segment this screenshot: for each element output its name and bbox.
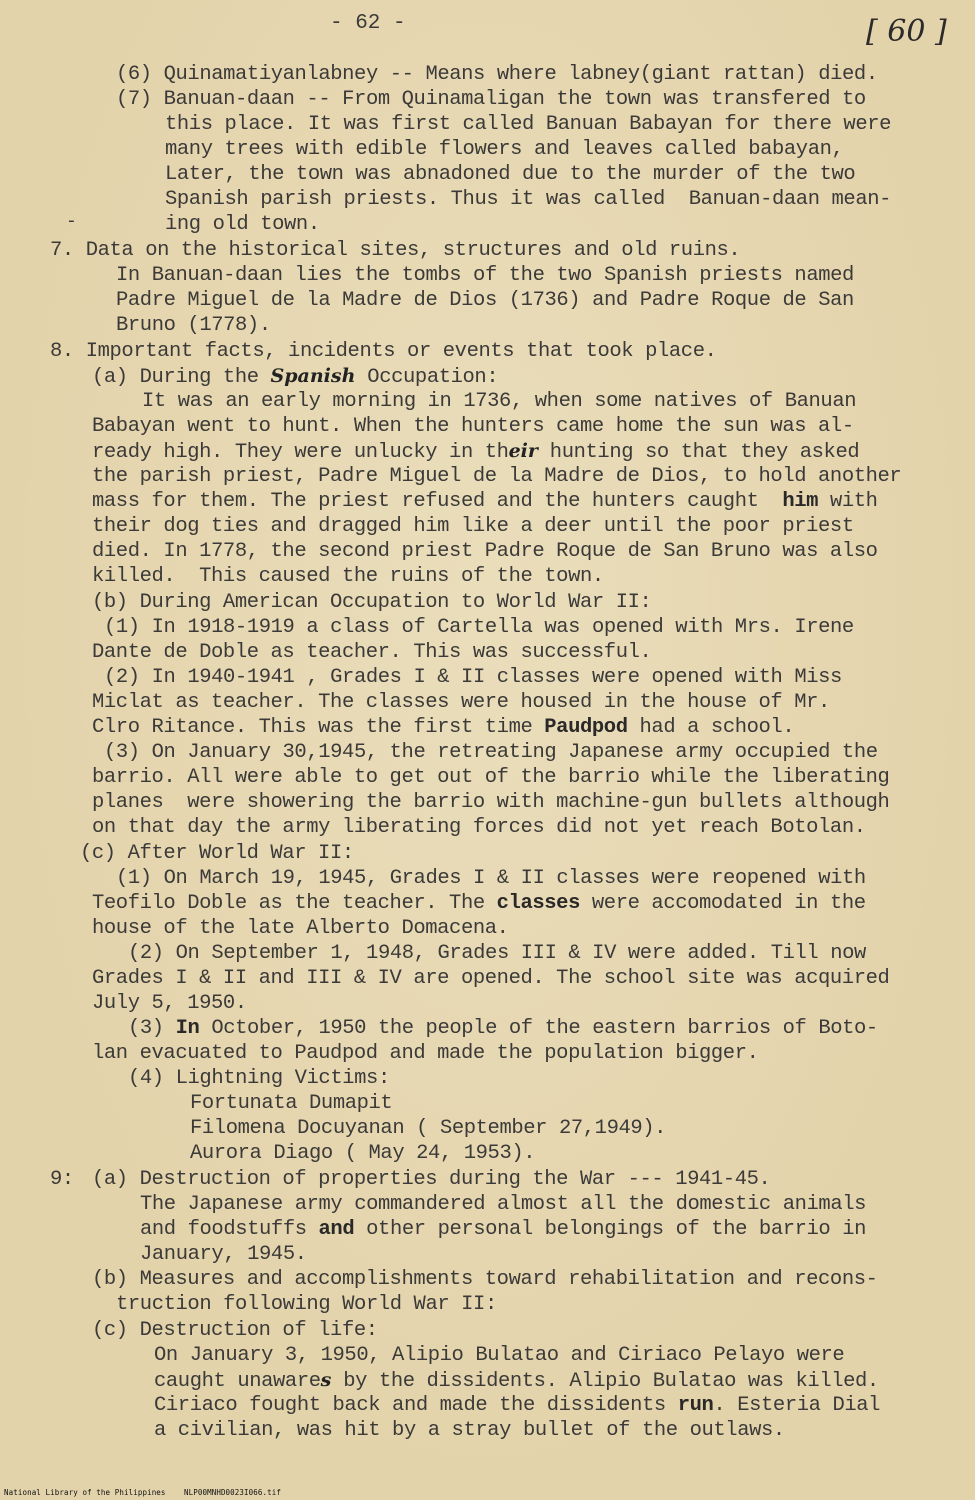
paragraph-line: (3) In October, 1950 the people of the eastern barrios of Boto- xyxy=(128,1017,878,1040)
item-7-line: ing old town. xyxy=(165,213,320,236)
paragraph-line: Clro Ritance. This was the first time Paudpod had a school. xyxy=(92,716,795,739)
paragraph-line: and foodstuffs and other personal belongings of the barrio in xyxy=(140,1218,867,1241)
paragraph-line: planes were showering the barrio with machine-gun bullets although xyxy=(92,791,890,814)
overtyped-word: classes xyxy=(496,892,580,915)
footer-source: National Library of the Philippines xyxy=(4,1488,166,1497)
paragraph-line: house of the late Alberto Domacena. xyxy=(92,917,509,940)
paragraph-line: killed. This caused the ruins of the town. xyxy=(92,565,604,588)
paragraph-line: It was an early morning in 1736, when some natives of Banuan xyxy=(142,390,857,413)
overtyped-word: and xyxy=(318,1218,355,1241)
overtyped-word: Paudpod xyxy=(544,716,628,739)
item-7-line: Later, the town was abnadoned due to the murder of the two xyxy=(165,163,856,186)
paragraph-line: (1) In 1918-1919 a class of Cartella was opened with Mrs. Irene xyxy=(104,616,854,639)
paragraph-line: barrio. All were able to get out of the barrio while the liberating xyxy=(92,766,890,789)
paragraph-line: truction following World War II: xyxy=(116,1293,497,1316)
victim-name: Aurora Diago ( May 24, 1953). xyxy=(190,1142,536,1165)
paragraph-line: ready high. They were unlucky in their hunting so that they asked xyxy=(92,440,860,464)
victim-name: Fortunata Dumapit xyxy=(190,1092,393,1115)
paragraph-line: a civilian, was hit by a stray bullet of the outlaws. xyxy=(154,1419,785,1442)
paragraph-line: (3) On January 30,1945, the retreating Japanese army occupied the xyxy=(104,741,878,764)
section-9a-title: (a) Destruction of properties during the War --- 1941-45. xyxy=(92,1168,771,1191)
paragraph-line: On January 3, 1950, Alipio Bulatao and Ciriaco Pelayo were xyxy=(154,1344,845,1367)
stray-mark: - xyxy=(66,212,77,232)
lightning-victims-title: (4) Lightning Victims: xyxy=(128,1067,390,1090)
section-8c-title: (c) After World War II: xyxy=(80,842,354,865)
overtyped-word: run xyxy=(677,1394,714,1417)
section-7-line: In Banuan-daan lies the tombs of the two Spanish priests named xyxy=(116,264,854,287)
paragraph-line: their dog ties and dragged him like a deer until the poor priest xyxy=(92,515,854,538)
paragraph-line: Dante de Doble as teacher. This was successful. xyxy=(92,641,652,664)
paragraph-line: Ciriaco fought back and made the dissidents run. Esteria Dial xyxy=(154,1394,881,1417)
paragraph-line: (1) On March 19, 1945, Grades I & II classes were reopened with xyxy=(116,867,866,890)
paragraph-line: Teofilo Doble as the teacher. The classes were accomodated in the xyxy=(92,892,866,915)
scan-footer xyxy=(4,1488,281,1497)
paragraph-line: (2) In 1940-1941 , Grades I & II classes were opened with Miss xyxy=(104,666,842,689)
paragraph-line: caught unawares by the dissidents. Alipio Bulatao was killed. xyxy=(154,1369,879,1393)
handwritten-insertion: s xyxy=(320,1369,332,1391)
item-7-line: (7) Banuan-daan -- From Quinamaligan the town was transfered to xyxy=(116,88,866,111)
handwritten-folio-number: [ 60 ] xyxy=(866,14,947,49)
paragraph-line: the parish priest, Padre Miguel de la Madre de Dios, to hold another xyxy=(92,465,902,488)
paragraph-line: Grades I & II and III & IV are opened. The school site was acquired xyxy=(92,967,890,990)
paragraph-line: The Japanese army commandered almost all the domestic animals xyxy=(140,1193,867,1216)
section-7-title: 7. Data on the historical sites, structures and old ruins. xyxy=(50,239,741,262)
victim-name: Filomena Docuyanan ( September 27,1949). xyxy=(190,1117,667,1140)
section-9b-title: (b) Measures and accomplishments toward rehabilitation and recons- xyxy=(92,1268,878,1291)
paragraph-line: Babayan went to hunt. When the hunters came home the sun was al- xyxy=(92,415,854,438)
section-9-number: 9: xyxy=(50,1168,74,1191)
item-6-line: (6) Quinamatiyanlabney -- Means where labney(giant rattan) died. xyxy=(116,63,878,86)
section-8b-title: (b) During American Occupation to World War II: xyxy=(92,591,652,614)
paragraph-line: Miclat as teacher. The classes were housed in the house of Mr. xyxy=(92,691,830,714)
paragraph-line: on that day the army liberating forces did not yet reach Botolan. xyxy=(92,816,866,839)
section-9c-title: (c) Destruction of life: xyxy=(92,1319,378,1342)
section-8-title: 8. Important facts, incidents or events that took place. xyxy=(50,340,717,363)
section-7-line: Bruno (1778). xyxy=(116,314,271,337)
paragraph-line: lan evacuated to Paudpod and made the population bigger. xyxy=(92,1042,759,1065)
item-7-line: many trees with edible flowers and leaves called babayan, xyxy=(165,138,844,161)
page-number: - 62 - xyxy=(330,12,406,35)
paragraph-line: mass for them. The priest refused and the hunters caught him with xyxy=(92,490,878,513)
item-7-line: this place. It was first called Banuan Babayan for there were xyxy=(165,113,892,136)
paragraph-line: July 5, 1950. xyxy=(92,992,247,1015)
handwritten-insertion: eir xyxy=(508,440,538,462)
overtyped-word: him xyxy=(782,490,819,513)
item-7-line: Spanish parish priests. Thus it was called Banuan-daan mean- xyxy=(165,188,892,211)
overtyped-word: In xyxy=(175,1017,200,1040)
paragraph-line: January, 1945. xyxy=(140,1243,307,1266)
section-7-line: Padre Miguel de la Madre de Dios (1736) and Padre Roque de San xyxy=(116,289,854,312)
paragraph-line: died. In 1778, the second priest Padre Roque de San Bruno was also xyxy=(92,540,878,563)
paragraph-line: (2) On September 1, 1948, Grades III & IV were added. Till now xyxy=(128,942,866,965)
section-8a-title: (a) During the Spanish Occupation: xyxy=(92,365,499,389)
handwritten-insertion: Spanish xyxy=(270,365,356,387)
footer-filename: NLP00MNHD0023I066.tif xyxy=(184,1488,281,1497)
